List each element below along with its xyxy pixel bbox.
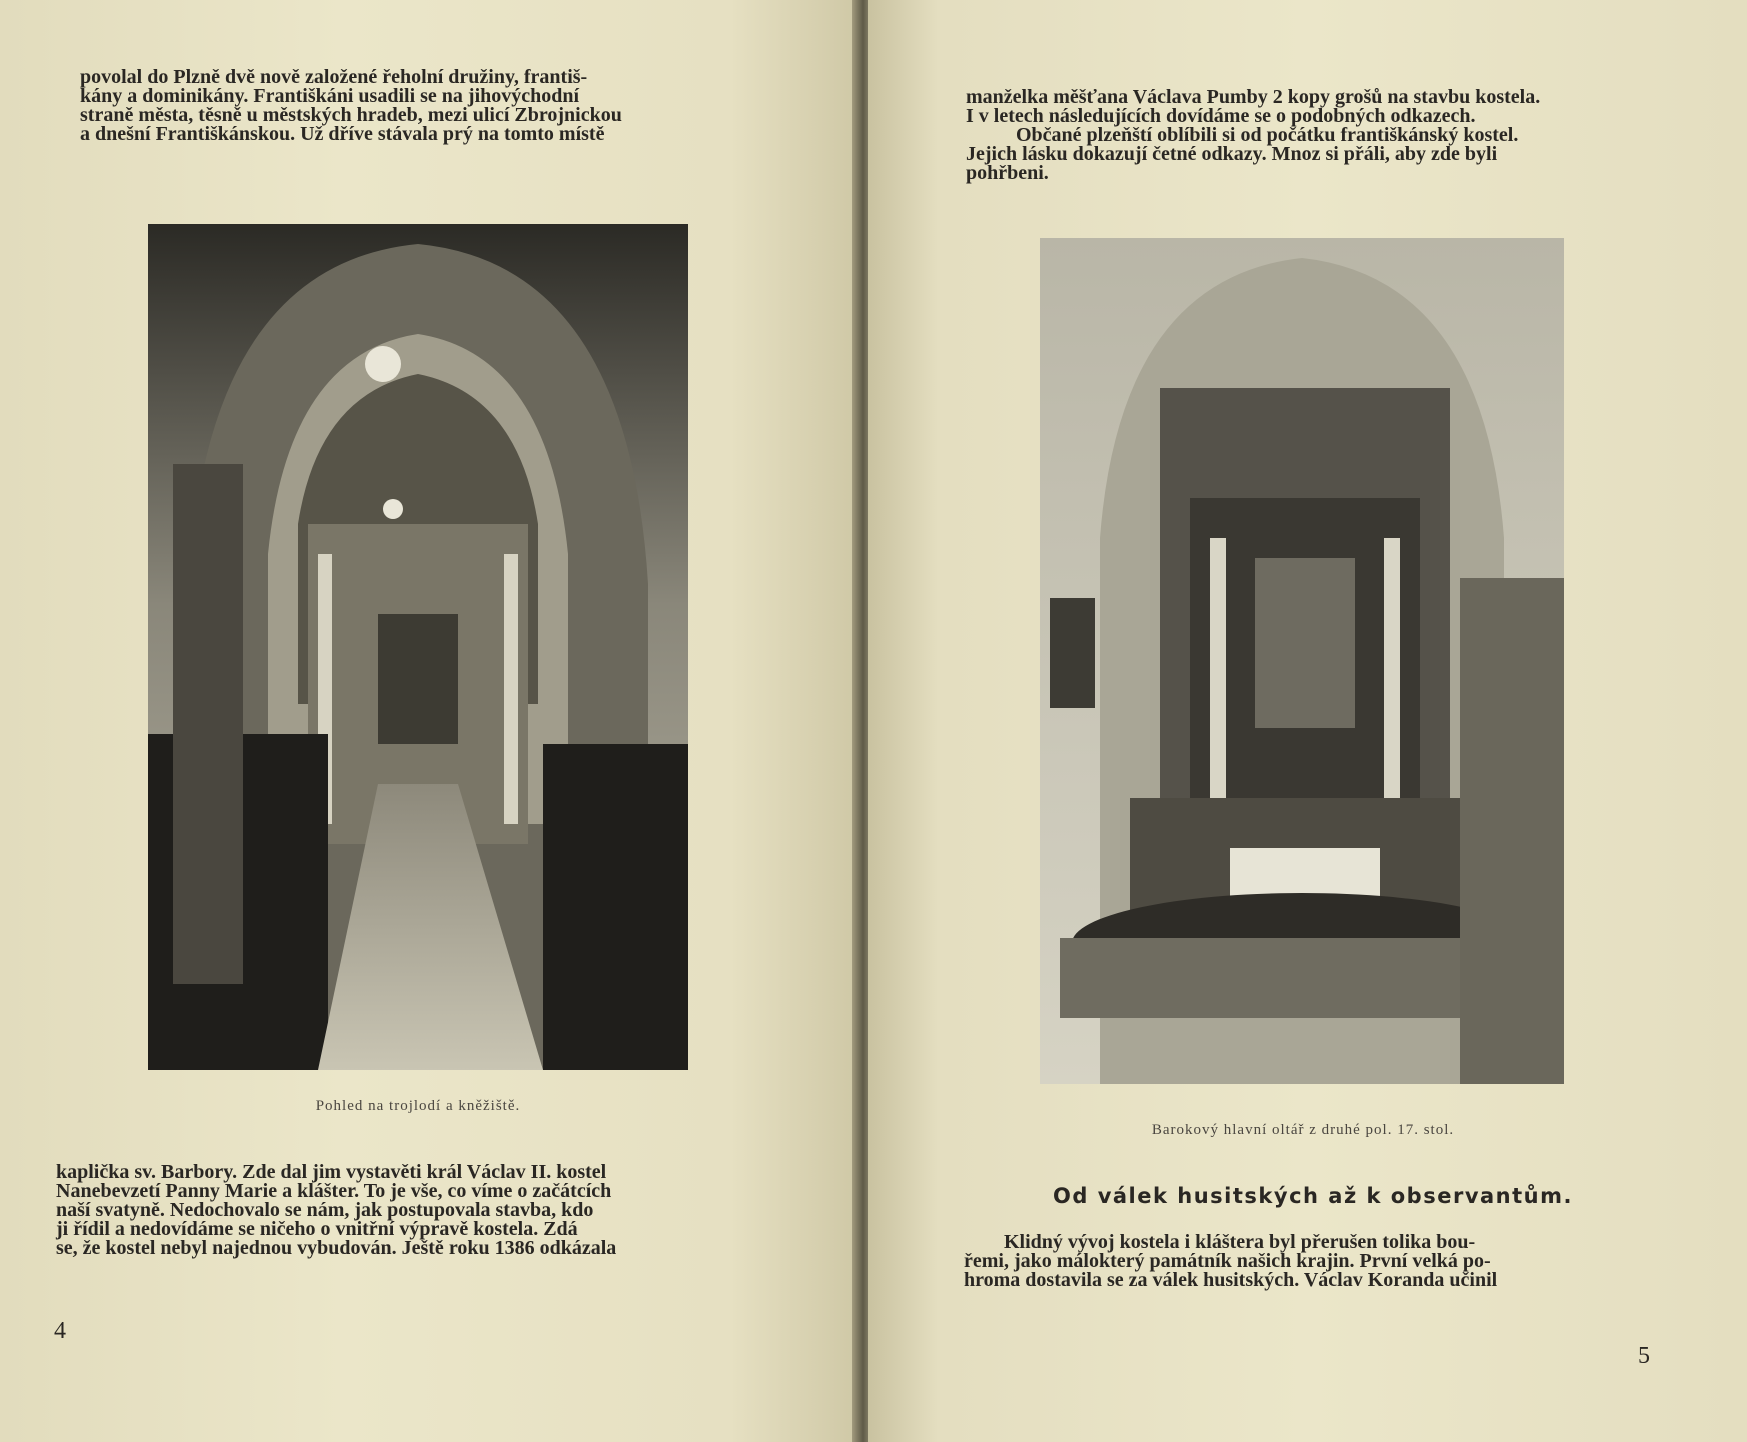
section-heading: Od válek husitských až k observantům. [1053, 1184, 1573, 1208]
text-line: povolal do Plzně dvě nově založené řeholní družiny, františ- [80, 66, 588, 88]
text-line: naší svatyně. Nedochovalo se nám, jak postupovala stavba, kdo [56, 1199, 594, 1221]
text-line: Klidný vývoj kostela i kláštera byl přerušen tolika bou- [1004, 1231, 1476, 1253]
page-number-right: 5 [1638, 1343, 1650, 1369]
text-line: Nanebevzetí Panny Marie a klášter. To je vše, co víme o začátcích [56, 1180, 612, 1202]
text-line: I v letech následujících dovídáme se o podobných odkazech. [966, 105, 1476, 127]
right-photo-caption: Barokový hlavní oltář z druhé pol. 17. stol. [1151, 1122, 1455, 1138]
left-bottom-paragraph [56, 1163, 772, 1258]
text-line: řemi, jako málokterý památník našich krajin. První velká po- [964, 1250, 1491, 1272]
altar-illustration [1040, 238, 1564, 1084]
text-line: manželka měšťana Václava Pumby 2 kopy grošů na stavbu kostela. [966, 86, 1541, 108]
text-line: straně města, těsně u městských hradeb, mezi ulicí Zbrojnickou [80, 104, 622, 126]
left-photo-caption: Pohled na trojlodí a kněžiště. [315, 1098, 521, 1114]
text-line: hroma dostavila se za válek husitských. Václav Koranda učinil [964, 1269, 1498, 1291]
right-page [868, 0, 1747, 1442]
nave-photo [148, 224, 688, 1070]
text-line: ji řídil a nedovídáme se ničeho o vnitřní výpravě kostela. Zdá [56, 1218, 578, 1240]
text-line: pohřbeni. [966, 162, 1049, 184]
text-line: kány a dominikány. Františkáni usadili se na jihovýchodní [80, 85, 580, 107]
nave-illustration [148, 224, 688, 1070]
text-line: Občané plzeňští oblíbili si od počátku františkánský kostel. [1016, 124, 1519, 146]
left-top-paragraph [80, 68, 788, 144]
right-bottom-paragraph [964, 1233, 1660, 1290]
text-line: se, že kostel nebyl najednou vybudován. Ještě roku 1386 odkázala [56, 1237, 617, 1259]
page-number-left: 4 [54, 1318, 66, 1344]
altar-photo [1040, 238, 1564, 1084]
right-top-paragraph [966, 88, 1661, 183]
left-page [0, 0, 858, 1442]
text-line: kaplička sv. Barbory. Zde dal jim vystavěti král Václav II. kostel [56, 1161, 607, 1183]
text-line: a dnešní Františkánskou. Už dříve stávala prý na tomto místě [80, 123, 605, 145]
text-line: Jejich lásku dokazují četné odkazy. Mnoz si přáli, aby zde byli [966, 143, 1498, 165]
